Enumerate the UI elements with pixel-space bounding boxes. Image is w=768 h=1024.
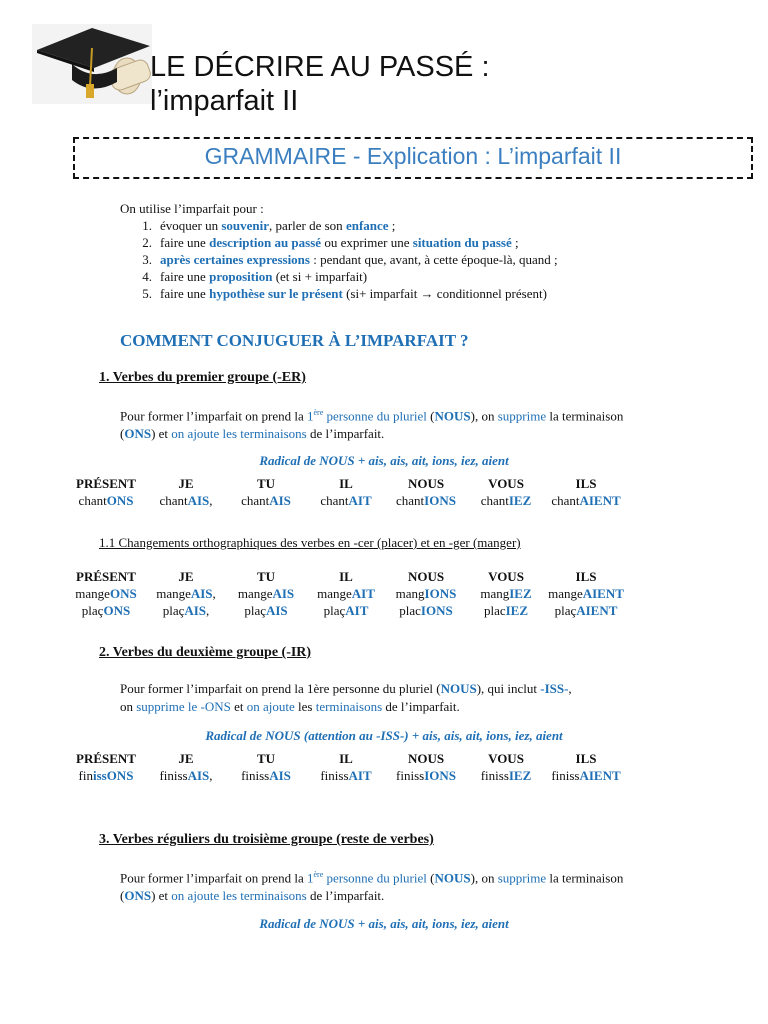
table-header-row [66,475,706,492]
text-run: terminaisons [315,699,383,714]
main-heading: COMMENT CONJUGUER À L’IMPARFAIT ? [120,331,469,350]
table-cell [306,492,386,509]
list-number: 4. [142,269,152,284]
text-run: ( [426,870,435,886]
punctuation: , [212,586,216,601]
text-run: ; [388,218,396,233]
verb-stem: plac [399,603,421,618]
verb-ending: IEZ [508,493,532,508]
text-run: 1 [307,870,314,886]
verb-ending: AIT [351,586,375,601]
section-3-paragraph [120,866,660,905]
table-cell [466,602,546,619]
verb-ending: IONS [424,768,456,783]
table-header-row [66,750,706,767]
verb-ending: IONS [424,586,457,601]
verb-stem: mange [156,586,191,601]
text-run: personne du pluriel [323,870,427,886]
verb-stem: mang [395,586,425,601]
verb-ending: AIS [187,493,210,508]
intro-lead: On utilise l’imparfait pour : [120,201,264,216]
list-text [160,217,395,234]
text-run: ou exprimer une [321,235,413,250]
table-row [66,492,706,509]
text-run: -ISS- [540,681,569,696]
table-cell [386,602,466,619]
table-cell [386,585,466,602]
table-cell [546,492,626,509]
text-run: faire une [160,235,210,250]
verb-stem: chant [551,493,580,508]
text-run: enfance [345,218,389,233]
text-run: souvenir [221,218,270,233]
verb-ending: AIS [269,493,291,508]
table-cell [306,602,386,619]
table-cell [466,585,546,602]
usage-list-item [120,268,740,285]
section-1-1-heading: 1.1 Changements orthographiques des verbes en -cer (placer) et en -ger (manger) [99,535,521,550]
list-number: 3. [142,252,152,267]
verb-ending: AIS [184,603,207,618]
verb-ending: AIENT [582,586,624,601]
text-run: supprime [497,870,547,886]
verb-ending: AIENT [579,768,621,783]
table-header-cell: TU [256,476,276,491]
table-header-cell: JE [178,751,194,766]
section-3-heading: 3. Verbes réguliers du troisième groupe (reste de verbes) [99,832,434,847]
verb-ending: ONS [109,586,137,601]
table-row [66,767,706,784]
verb-ending: ONS [106,493,134,508]
table-header-cell: PRÉSENT [76,569,136,584]
verb-stem: plaç [162,603,185,618]
verb-stem: mange [237,586,273,601]
verb-stem: finiss [159,768,188,783]
table-header-cell: IL [339,569,353,584]
verb-ending: issONS [92,768,134,783]
text-run: on ajoute les terminaisons [171,888,307,904]
table-cell [226,492,306,509]
list-text [160,268,367,285]
verb-ending: AIT [348,768,372,783]
verb-stem: chant [78,493,107,508]
verb-ending: AIENT [576,603,618,618]
verb-stem: fin [78,768,93,783]
verb-ending: AIS [190,586,213,601]
text-run: ère [313,408,324,417]
section-1-heading: 1. Verbes du premier groupe (-ER) [99,370,306,385]
intro-block [120,200,740,302]
text-run: et [230,699,247,714]
text-run: faire une [160,286,210,301]
verb-ending: IEZ [505,603,529,618]
punctuation: , [209,768,213,783]
list-number: 2. [142,235,152,250]
table-header-cell: PRÉSENT [76,751,136,766]
table-header-row [66,568,706,585]
text-run: Pour former l’imparfait on prend la [120,870,307,886]
verb-ending: AIS [269,768,291,783]
text-run: (si+ imparfait → conditionnel présent) [342,286,547,301]
text-run: , [568,681,572,696]
verb-stem: chant [480,493,509,508]
text-run: les [294,699,316,714]
table-header-cell: NOUS [407,476,445,491]
text-run: supprime [497,408,547,424]
page-subtitle: l’imparfait II [150,85,299,117]
verb-ending: AIS [187,768,210,783]
section-2-radical: Radical de NOUS (attention au -ISS-) + ais, ais, ait, ions, iez, aient [205,728,563,743]
verb-stem: finiss [396,768,425,783]
table-cell [306,585,386,602]
list-text [160,251,558,268]
list-number: 5. [142,286,152,301]
grammar-title: GRAMMAIRE - Explication : L’imparfait II [204,143,622,169]
verb-stem: chant [159,493,188,508]
verb-stem: finiss [241,768,270,783]
verb-ending: IEZ [508,768,532,783]
list-text [160,285,547,302]
verb-stem: plac [483,603,506,618]
text-run: ), qui inclut [476,681,541,696]
text-run: la terminaison ( [120,408,624,442]
verb-ending: IEZ [509,586,532,601]
text-run: Pour former l’imparfait on prend la [120,408,307,424]
table-row [66,585,706,602]
table-cell [146,492,226,509]
text-run: ) et [151,888,172,904]
table-header-cell: JE [178,569,194,584]
text-run: ; [511,235,519,250]
text-run: on [120,699,137,714]
verb-stem: plaç [81,603,104,618]
text-run: après certaines expressions [160,252,310,267]
text-run: description au passé [209,235,322,250]
table-cell [66,585,146,602]
text-run: , parler de son [269,218,346,233]
verb-stem: plaç [554,603,577,618]
table-cell [146,585,226,602]
verb-ending: AIT [345,603,369,618]
table-cell [146,767,226,784]
text-run: Pour former l’imparfait on prend la 1ère personne du pluriel ( [120,681,441,696]
text-run: NOUS [440,681,477,696]
table-cell [226,602,306,619]
table-cell [466,492,546,509]
verb-stem: plaç [244,603,266,618]
verb-ending: AIT [348,493,372,508]
text-run: supprime le -ONS [136,699,231,714]
table-header-cell: IL [339,751,353,766]
text-run: : pendant que, avant, à cette époque-là, quand ; [309,252,558,267]
grammar-title-box [73,137,753,179]
table-cell [546,585,626,602]
verb-stem: mange [75,586,110,601]
table-header-cell: IL [339,476,353,491]
text-run: NOUS [434,870,471,886]
table-cell [306,767,386,784]
text-run: 1 [307,408,314,424]
text-run: ONS [124,426,152,442]
text-run: situation du passé [412,235,512,250]
usage-list-item [120,251,740,268]
verb-ending: IONS [420,603,453,618]
text-run: faire une [160,269,210,284]
text-run: de l’imparfait. [306,426,385,442]
table-cell [66,492,146,509]
text-run: proposition [209,269,273,284]
text-run: personne du pluriel [323,408,427,424]
verb-stem: chant [320,493,349,508]
verb-stem: mange [317,586,352,601]
conjugation-table-2 [66,750,706,784]
text-run: on ajoute les terminaisons [171,426,307,442]
table-header-cell: NOUS [407,751,445,766]
verb-stem: finiss [551,768,580,783]
verb-stem: mange [548,586,583,601]
verb-stem: chant [396,493,425,508]
table-cell [466,767,546,784]
table-cell [66,602,146,619]
table-header-cell: TU [256,569,276,584]
verb-stem: finiss [480,768,509,783]
section-1-radical: Radical de NOUS + ais, ais, ait, ions, iez, aient [259,453,509,468]
usage-list [120,217,740,302]
graduation-cap-icon [32,24,152,104]
verb-stem: mang [480,586,510,601]
conjugation-table-1-1 [66,568,706,619]
list-text [160,234,519,251]
table-header-cell: ILS [575,569,597,584]
table-cell [66,767,146,784]
table-header-cell: TU [256,751,276,766]
text-run: ), on [470,870,498,886]
text-run: ), on [470,408,498,424]
table-row [66,602,706,619]
section-1-paragraph [120,404,660,443]
text-run: ) et [151,426,172,442]
text-run: ( [426,408,435,424]
verb-ending: AIS [265,603,288,618]
text-run: hypothèse sur le présent [209,286,343,301]
text-run: évoquer un [160,218,222,233]
section-3-radical: Radical de NOUS + ais, ais, ait, ions, iez, aient [259,916,509,931]
verb-ending: AIENT [579,493,621,508]
table-header-cell: PRÉSENT [76,476,136,491]
usage-list-item [120,217,740,234]
usage-list-item [120,234,740,251]
verb-stem: finiss [320,768,349,783]
text-run: la terminaison ( [120,870,624,904]
table-cell [226,585,306,602]
table-header-cell: VOUS [488,476,524,491]
verb-stem: chant [241,493,270,508]
verb-ending: AIS [272,586,295,601]
verb-ending: IONS [424,493,456,508]
table-cell [546,767,626,784]
verb-ending: ONS [103,603,131,618]
table-cell [146,602,226,619]
table-header-cell: VOUS [488,569,524,584]
punctuation: , [209,493,213,508]
text-run: ONS [124,888,152,904]
text-run: on ajoute [246,699,295,714]
table-header-cell: VOUS [488,751,524,766]
punctuation: , [206,603,210,618]
verb-stem: plaç [323,603,346,618]
text-run: NOUS [434,408,471,424]
section-2-paragraph [120,680,660,716]
text-run: de l’imparfait. [382,699,460,714]
page-title: LE DÉCRIRE AU PASSÉ : [150,51,490,83]
table-header-cell: ILS [575,476,597,491]
text-run: ère [313,870,324,879]
table-cell [546,602,626,619]
usage-list-item [120,285,740,302]
table-cell [226,767,306,784]
table-cell [386,492,466,509]
text-run: (et si + imparfait) [272,269,368,284]
table-header-cell: NOUS [407,569,445,584]
table-header-cell: JE [178,476,194,491]
text-run: de l’imparfait. [306,888,385,904]
conjugation-table-1 [66,475,706,509]
list-number: 1. [142,218,152,233]
section-2-heading: 2. Verbes du deuxième groupe (-IR) [99,645,312,660]
table-header-cell: ILS [575,751,597,766]
table-cell [386,767,466,784]
